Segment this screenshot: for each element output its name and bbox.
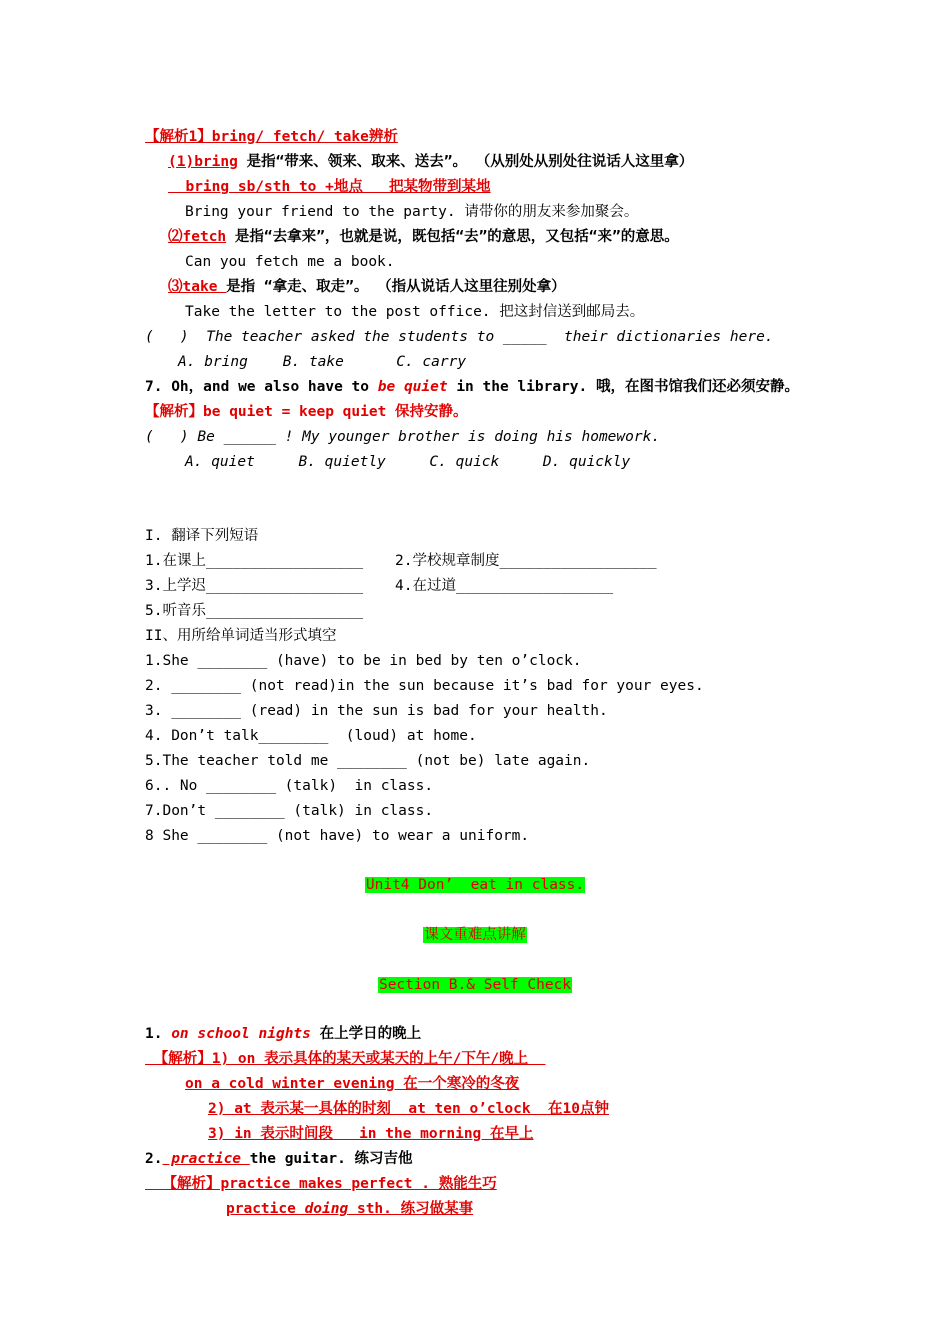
item-1-point-3: 3) in 表示时间段 in the morning 在早上 xyxy=(208,1126,534,1142)
point-2-text: 是指“去拿来”，也就是说，既包括“去”的意思，又包括“来”的意思。 xyxy=(226,229,679,245)
exercise-2-item: 2. ________ (not read)in the sun because it’s bad for your eyes. xyxy=(145,678,704,694)
exercise-1-item: 2.学校规章制度__________________ xyxy=(395,553,657,569)
unit-subtitle xyxy=(0,925,950,945)
item-1 xyxy=(145,1024,421,1044)
item-7-key: be quiet xyxy=(377,379,448,395)
item-2-pattern xyxy=(226,1199,473,1219)
item-2-pattern-a: practice xyxy=(226,1201,305,1217)
exercise-1-item: 5.听音乐__________________ xyxy=(145,603,364,619)
item-7-analysis: 【解析】be quiet = keep quiet 保持安静。 xyxy=(145,404,468,420)
item-7 xyxy=(145,377,799,397)
analysis-bring-title: 【解析1】bring/ fetch/ take辨析 xyxy=(145,129,398,145)
analysis-point-2 xyxy=(168,227,679,247)
item-2-pattern-b: doing xyxy=(304,1201,349,1217)
point-3-text: 是指 “拿走、取走”。 （指从说话人这里往别处拿） xyxy=(226,279,566,295)
exercise-2-item: 3. ________ (read) in the sun is bad for your health. xyxy=(145,703,608,719)
item-2-rest: the guitar. 练习吉他 xyxy=(249,1151,413,1167)
item-1-analysis: 【解析】1) on 表示具体的某天或某天的上午/下午/晚上 xyxy=(145,1051,546,1067)
item-7-suffix: in the library. 哦，在图书馆我们还必须安静。 xyxy=(447,379,799,395)
exercise-2-item: 7.Don’t ________ (talk) in class. xyxy=(145,803,434,819)
exercise-2-heading: II、用所给单词适当形式填空 xyxy=(145,628,337,644)
unit-title xyxy=(0,875,950,895)
item-1-example: on a cold winter evening 在一个寒冷的冬夜 xyxy=(185,1076,520,1092)
unit-title-text: Unit4 Don’ eat in class. xyxy=(365,877,585,893)
bring-phrase: bring sb/sth to +地点 把某物带到某地 xyxy=(168,179,491,195)
exercise-2-item: 4. Don’t talk________ (loud) at home. xyxy=(145,728,477,744)
keyword-bring: (1)bring xyxy=(168,154,238,170)
exercise-2-item: 8 She ________ (not have) to wear a uniform. xyxy=(145,828,530,844)
exercise-2-item: 5.The teacher told me ________ (not be) late again. xyxy=(145,753,591,769)
question-options: A. bring B. take C. carry xyxy=(178,354,467,370)
exercise-1-item: 3.上学迟__________________ xyxy=(145,578,364,594)
section-heading xyxy=(0,975,950,995)
fetch-example: Can you fetch me a book. xyxy=(185,254,395,270)
item-2-pattern-c: sth. 练习做某事 xyxy=(348,1201,474,1217)
take-example: Take the letter to the post office. 把这封信送到邮局去。 xyxy=(185,304,645,320)
item-1-point-2: 2) at 表示某一具体的时刻 at ten o’clock 在10点钟 xyxy=(208,1101,609,1117)
analysis-point-1 xyxy=(168,152,693,172)
exercise-2-item: 6.. No ________ (talk) in class. xyxy=(145,778,434,794)
item-2-key: practice xyxy=(162,1151,250,1167)
exercise-1-item: 1.在课上__________________ xyxy=(145,553,364,569)
item-7-prefix: 7. Oh，and we also have to xyxy=(145,379,378,395)
analysis-point-3 xyxy=(168,277,566,297)
section-heading-text: Section B.& Self Check xyxy=(378,977,572,993)
item-7-question: ( ) Be ______ ! My younger brother is doing his homework. xyxy=(145,429,661,445)
item-2 xyxy=(145,1149,413,1169)
unit-subtitle-text: 课文重难点讲解 xyxy=(424,927,526,943)
exercise-1-item: 4.在过道__________________ xyxy=(395,578,614,594)
item-1-key: on school nights xyxy=(171,1026,311,1042)
item-1-number: 1. xyxy=(145,1026,172,1042)
item-2-number: 2. xyxy=(145,1151,163,1167)
bring-example: Bring your friend to the party. 请带你的朋友来参加聚会。 xyxy=(185,204,639,220)
exercise-2-item: 1.She ________ (have) to be in bed by ten o’clock. xyxy=(145,653,582,669)
keyword-take: ⑶take xyxy=(168,279,227,295)
item-1-meaning: 在上学日的晚上 xyxy=(310,1026,422,1042)
point-1-text: 是指“带来、领来、取来、送去”。 （从别处从别处往说话人这里拿） xyxy=(237,154,694,170)
item-7-options: A. quiet B. quietly C. quick D. quickly xyxy=(185,454,631,470)
item-2-analysis: 【解析】practice makes perfect . 熟能生巧 xyxy=(145,1176,497,1192)
question-stem: ( ) The teacher asked the students to _____ their dictionaries here. xyxy=(145,329,774,345)
keyword-fetch: ⑵fetch xyxy=(168,229,227,245)
exercise-1-heading: I. 翻译下列短语 xyxy=(145,528,259,544)
